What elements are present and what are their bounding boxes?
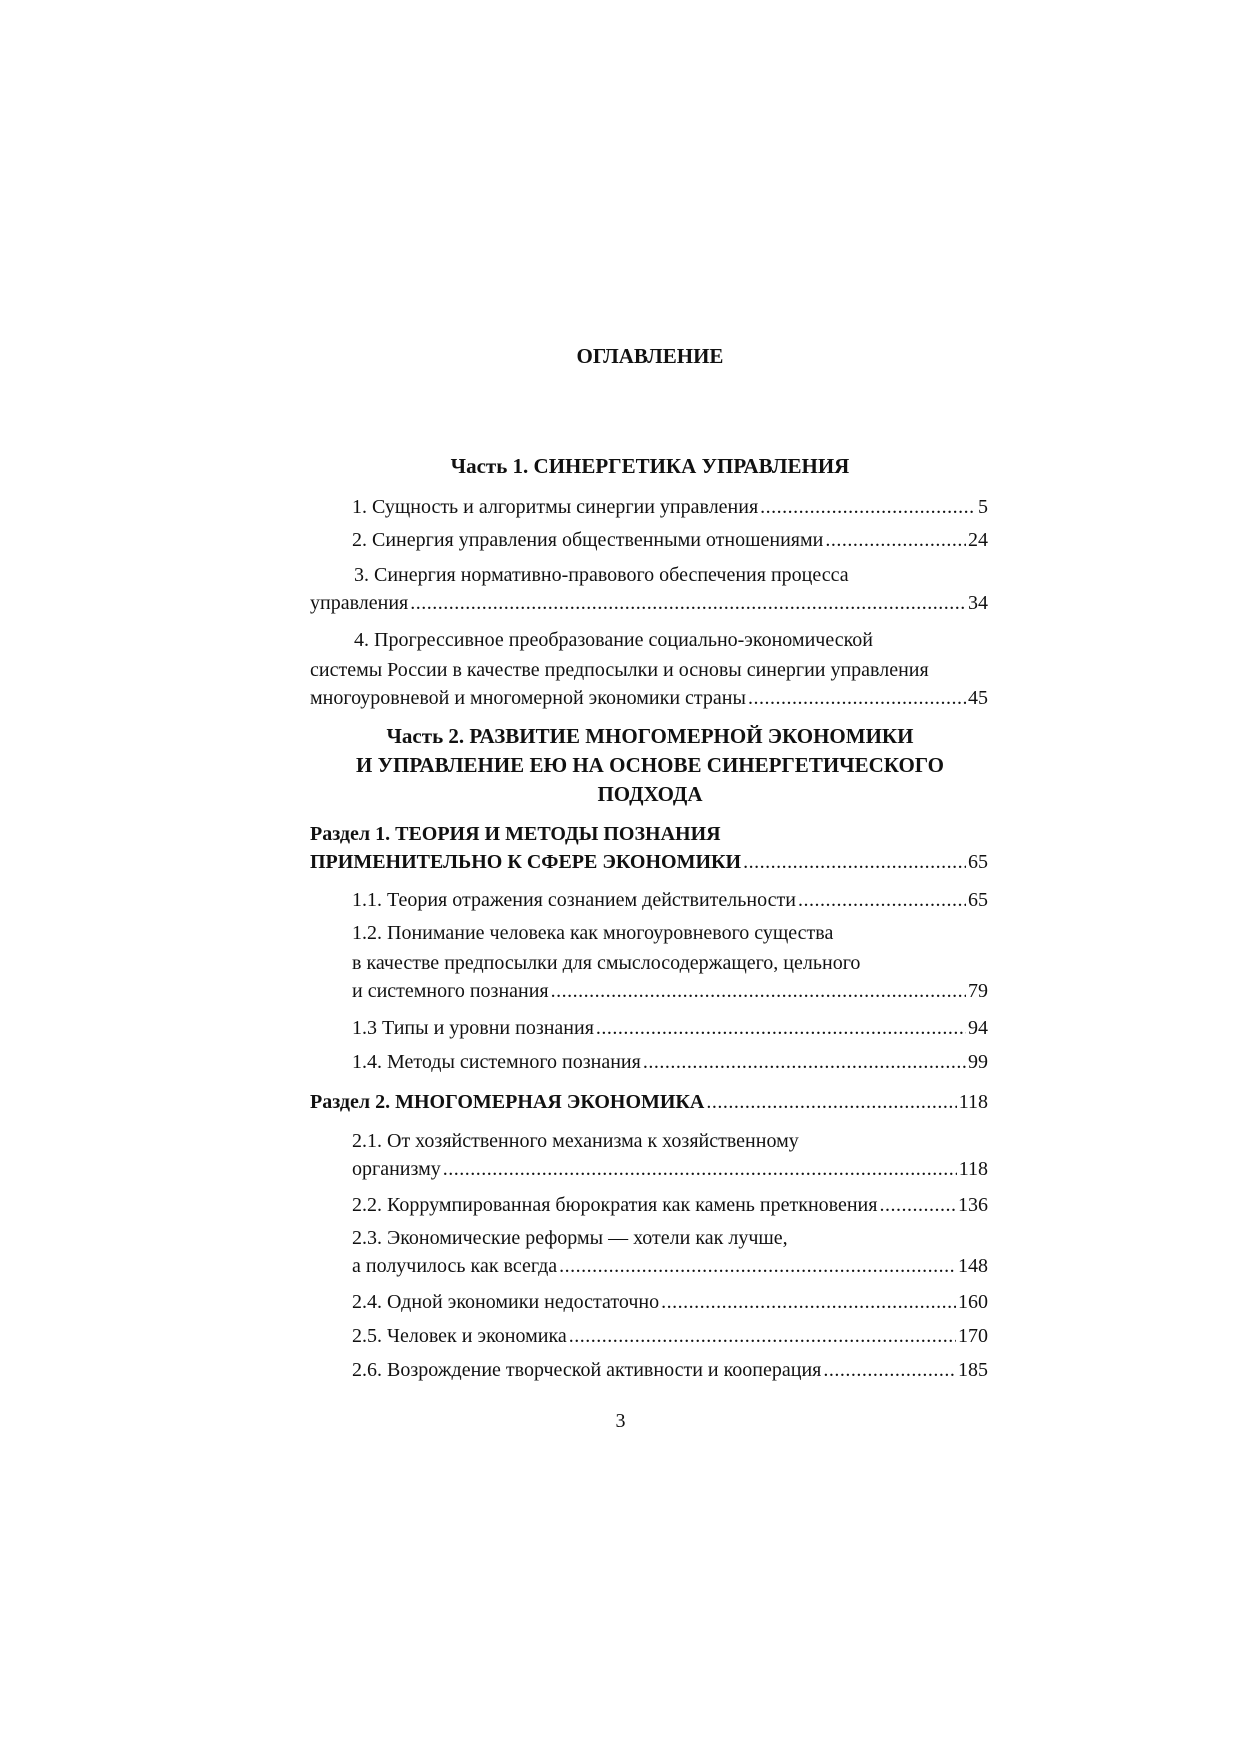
entry-page: 148 <box>958 1255 988 1277</box>
section2-heading[interactable] <box>310 1089 988 1115</box>
dot-leader <box>569 1323 956 1349</box>
entry-page: 24 <box>968 529 988 551</box>
entry-title-line: 2.3. Экономические реформы — хотели как лучше, <box>352 1227 788 1249</box>
section-title: Раздел 2. МНОГОМЕРНАЯ ЭКОНОМИКА <box>310 1091 705 1113</box>
section-title-line: Раздел 1. ТЕОРИЯ И МЕТОДЫ ПОЗНАНИЯ <box>310 823 721 845</box>
toc-entry[interactable] <box>352 1126 988 1182</box>
entry-page: 99 <box>968 1051 988 1073</box>
entry-title: 2. Синергия управления общественными отношениями <box>352 529 824 551</box>
dot-leader <box>643 1049 966 1075</box>
entry-page: 160 <box>958 1291 988 1313</box>
page-number: 3 <box>615 1410 626 1432</box>
toc-entry[interactable] <box>352 887 988 913</box>
dot-leader <box>706 1089 956 1115</box>
toc-entry[interactable] <box>352 1192 988 1218</box>
section1-heading[interactable] <box>310 819 988 875</box>
part2-heading-line: И УПРАВЛЕНИЕ ЕЮ НА ОСНОВЕ СИНЕРГЕТИЧЕСКОГО <box>356 753 944 777</box>
toc-entry[interactable] <box>352 1357 988 1383</box>
entry-last-line <box>352 1156 988 1182</box>
entry-page: 118 <box>958 1158 988 1180</box>
entry-title-line: управления <box>310 592 409 614</box>
entry-title: 1. Сущность и алгоритмы синергии управления <box>352 496 759 518</box>
part2-heading <box>310 722 990 809</box>
entry-last-line <box>310 590 988 616</box>
dot-leader <box>748 685 966 711</box>
entry-page: 65 <box>968 851 988 873</box>
dot-leader <box>823 1357 956 1383</box>
entry-title-line: системы России в качестве предпосылки и основы синергии управления <box>310 659 929 681</box>
entry-title-line: многоуровневой и многомерной экономики страны <box>310 687 746 709</box>
dot-leader <box>798 887 966 913</box>
dot-leader <box>743 849 966 875</box>
entry-last-line <box>310 849 988 875</box>
entry-title: 2.2. Коррумпированная бюрократия как камень преткновения <box>352 1194 878 1216</box>
entry-title-line: и системного познания <box>352 980 549 1002</box>
entry-title-line: 3. Синергия нормативно-правового обеспечения процесса <box>354 564 849 586</box>
toc-entry[interactable] <box>352 918 988 1004</box>
entry-page: 185 <box>958 1359 988 1381</box>
dot-leader <box>760 494 976 520</box>
part1-heading: Часть 1. СИНЕРГЕТИКА УПРАВЛЕНИЯ <box>450 454 850 478</box>
dot-leader <box>661 1289 956 1315</box>
dot-leader <box>551 978 966 1004</box>
entry-last-line <box>310 685 988 711</box>
toc-entry[interactable] <box>352 1323 988 1349</box>
toc-entry[interactable] <box>352 1289 988 1315</box>
entry-page: 136 <box>958 1194 988 1216</box>
entry-title: 1.1. Теория отражения сознанием действительности <box>352 889 796 911</box>
entry-page: 118 <box>958 1091 988 1113</box>
entry-title-line: а получилось как всегда <box>352 1255 558 1277</box>
dot-leader <box>596 1015 966 1041</box>
part2-heading-line: ПОДХОДА <box>597 782 703 806</box>
entry-page: 170 <box>958 1325 988 1347</box>
entry-page: 65 <box>968 889 988 911</box>
toc-entry[interactable] <box>310 625 988 711</box>
entry-page: 5 <box>978 496 988 518</box>
entry-page: 79 <box>968 980 988 1002</box>
toc-entry[interactable] <box>352 1049 988 1075</box>
dot-leader <box>443 1156 957 1182</box>
toc-title: ОГЛАВЛЕНИЕ <box>576 344 724 368</box>
entry-title: 1.4. Методы системного познания <box>352 1051 641 1073</box>
entry-page: 94 <box>968 1017 988 1039</box>
entry-last-line <box>352 978 988 1004</box>
toc-entry[interactable] <box>352 494 988 520</box>
entry-title-line: 1.2. Понимание человека как многоуровневого существа <box>352 922 834 944</box>
entry-title: 2.5. Человек и экономика <box>352 1325 567 1347</box>
toc-entry[interactable] <box>352 1015 988 1041</box>
dot-leader <box>559 1253 956 1279</box>
toc-entry[interactable] <box>310 560 988 616</box>
entry-title-line: 2.1. От хозяйственного механизма к хозяйственному <box>352 1130 799 1152</box>
section-title-line: ПРИМЕНИТЕЛЬНО К СФЕРЕ ЭКОНОМИКИ <box>310 851 742 873</box>
dot-leader <box>410 590 966 616</box>
entry-title-line: организму <box>352 1158 441 1180</box>
entry-title: 1.3 Типы и уровни познания <box>352 1017 594 1039</box>
dot-leader <box>825 527 966 553</box>
entry-title-line: 4. Прогрессивное преобразование социально-экономической <box>354 629 873 651</box>
entry-page: 45 <box>968 687 988 709</box>
entry-title: 2.6. Возрождение творческой активности и кооперация <box>352 1359 822 1381</box>
part2-heading-line: Часть 2. РАЗВИТИЕ МНОГОМЕРНОЙ ЭКОНОМИКИ <box>386 724 914 748</box>
entry-last-line <box>352 1253 988 1279</box>
toc-entry[interactable] <box>352 527 988 553</box>
toc-entry[interactable] <box>352 1223 988 1279</box>
entry-page: 34 <box>968 592 988 614</box>
entry-title-line: в качестве предпосылки для смыслосодержащего, цельного <box>352 952 861 974</box>
dot-leader <box>879 1192 956 1218</box>
entry-title: 2.4. Одной экономики недостаточно <box>352 1291 660 1313</box>
